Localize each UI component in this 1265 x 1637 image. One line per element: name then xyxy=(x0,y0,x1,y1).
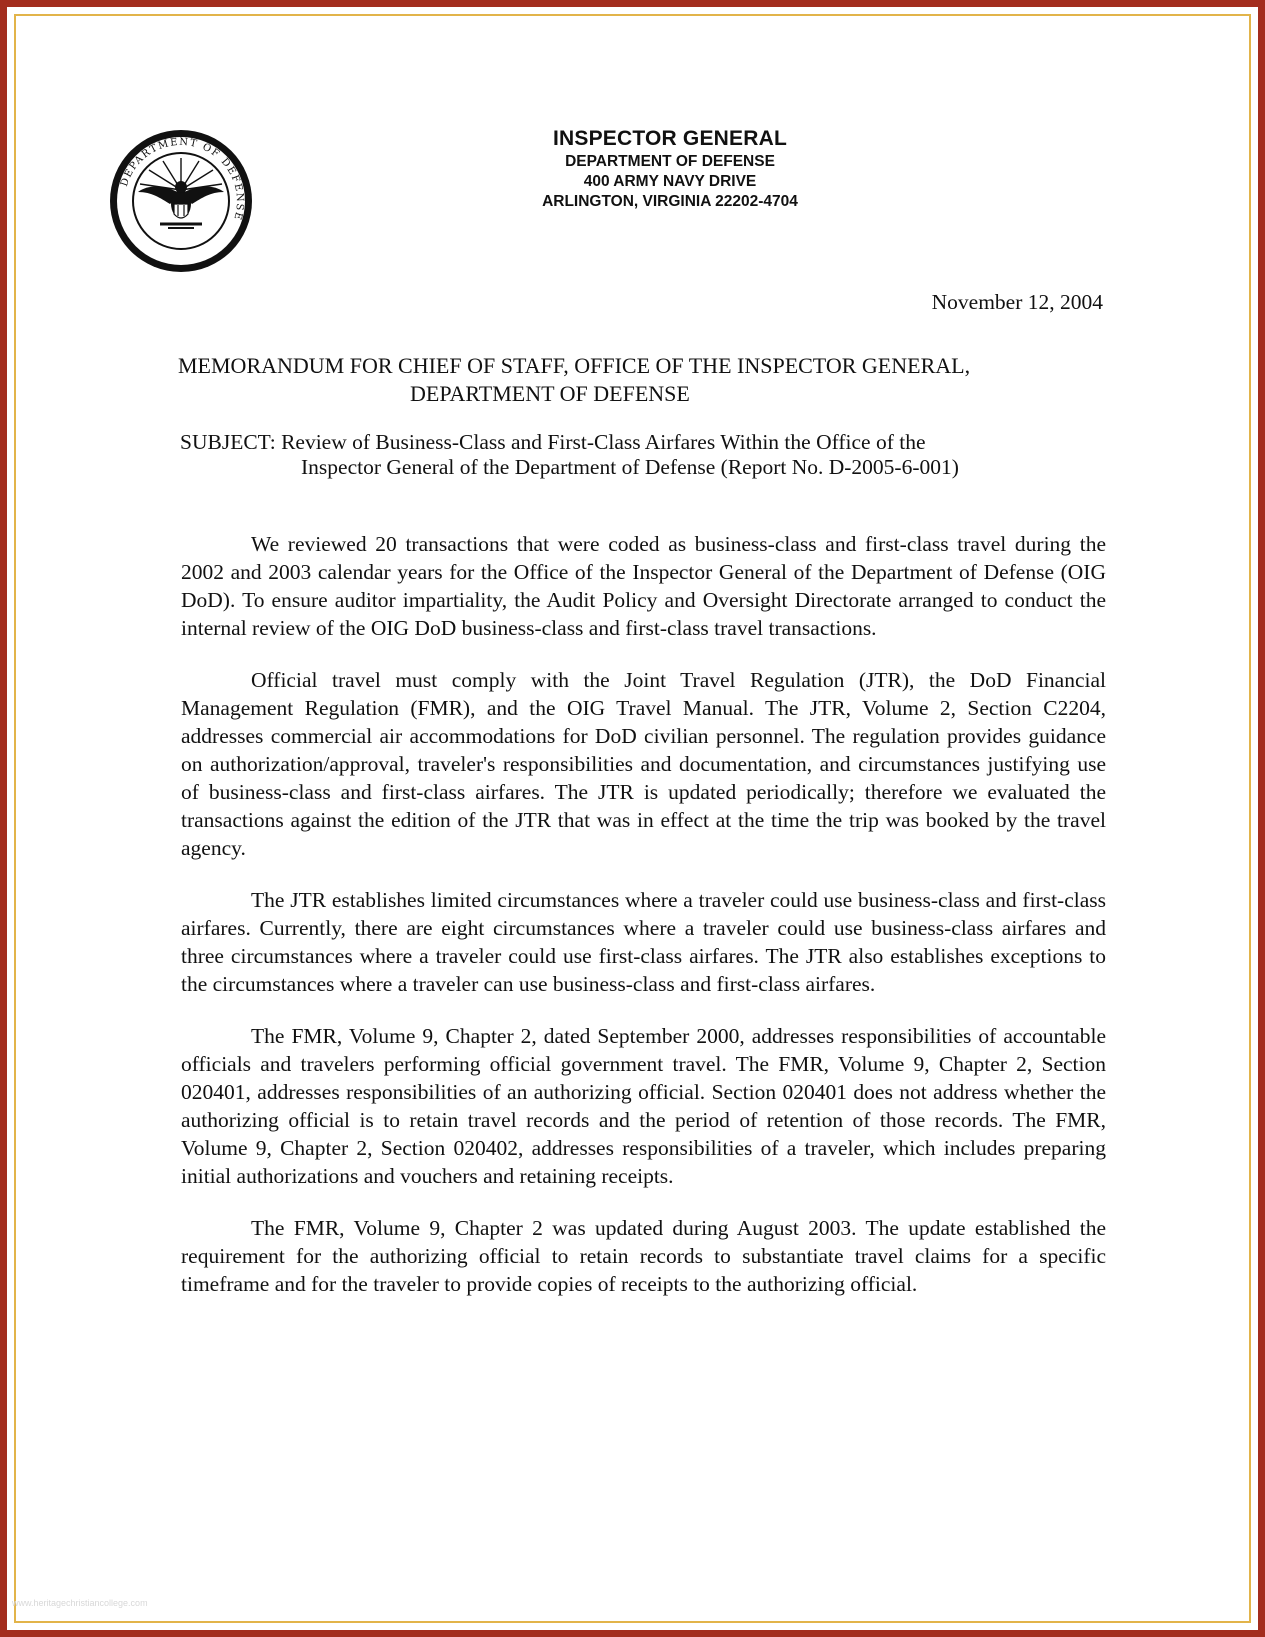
letterhead-title: INSPECTOR GENERAL xyxy=(552,127,788,150)
memo-body xyxy=(181,530,1106,1322)
letterhead xyxy=(430,126,910,212)
letterhead-department: DEPARTMENT OF DEFENSE xyxy=(565,153,775,170)
memo-subject xyxy=(180,430,959,480)
dod-eagle-seal-icon xyxy=(108,128,254,274)
body-paragraph: The FMR, Volume 9, Chapter 2, dated September 2000, addresses responsibilities of accountable officials and travelers performing official government travel. The FMR, Volume 9, Chapter 2, Section 020401, addresses responsibilities of an authorizing official. Section 020401 does not address whether the authorizing official is to retain travel records and the period of retention of those records. The FMR, Volume 9, Chapter 2, Section 020402, addresses responsibilities of a traveler, which includes preparing initial authorizations and vouchers and retaining receipts. xyxy=(181,1024,1106,1188)
letterhead-street: 400 ARMY NAVY DRIVE xyxy=(583,173,757,190)
memo-subject-line-1: SUBJECT: Review of Business-Class and First-Class Airfares Within the Office of the xyxy=(180,430,926,454)
seal-ring-text: DEPARTMENT OF DEFENSE xyxy=(119,136,246,223)
letterhead-city: ARLINGTON, VIRGINIA 22202-4704 xyxy=(542,193,798,210)
memo-addressee-line-2: DEPARTMENT OF DEFENSE xyxy=(410,381,690,406)
memo-subject-line-2: Inspector General of the Department of Defense (Report No. D-2005-6-001) xyxy=(301,455,959,479)
body-paragraph: We reviewed 20 transactions that were coded as business-class and first-class travel during the 2002 and 2003 calendar years for the Office of the Inspector General of the Department of Defense (OIG DoD). To ensure auditor impartiality, the Audit Policy and Oversight Directorate arranged to conduct the internal review of the OIG DoD business-class and first-class travel transactions. xyxy=(181,532,1106,640)
memo-addressee-line-1: MEMORANDUM FOR CHIEF OF STAFF, OFFICE OF THE INSPECTOR GENERAL, xyxy=(178,353,971,378)
memo-date: November 12, 2004 xyxy=(931,290,1103,314)
memo-addressee xyxy=(178,352,970,408)
body-paragraph: Official travel must comply with the Joint Travel Regulation (JTR), the DoD Financial Management Regulation (FMR), and the OIG Travel Manual. The JTR, Volume 2, Section C2204, addresses commercial air accommodations for DoD civilian personnel. The regulation provides guidance on authorization/approval, traveler's responsibilities and documentation, and circumstances justifying use of business-class and first-class airfares. The JTR is updated periodically; therefore we evaluated the transactions against the edition of the JTR that was in effect at the time the trip was booked by the travel agency. xyxy=(181,668,1106,860)
body-paragraph: The FMR, Volume 9, Chapter 2 was updated during August 2003. The update established the requirement for the authorizing official to retain records to substantiate travel claims for a specific timeframe and for the traveler to provide copies of receipts to the authorizing official. xyxy=(181,1216,1106,1296)
watermark-text: www.heritagechristiancollege.com xyxy=(12,1598,148,1608)
body-paragraph: The JTR establishes limited circumstances where a traveler could use business-class and first-class airfares. Currently, there are eight circumstances where a traveler could use business-class airfares and three circumstances where a traveler could use first-class airfares. The JTR also establishes exceptions to the circumstances where a traveler can use business-class and first-class airfares. xyxy=(181,888,1106,996)
